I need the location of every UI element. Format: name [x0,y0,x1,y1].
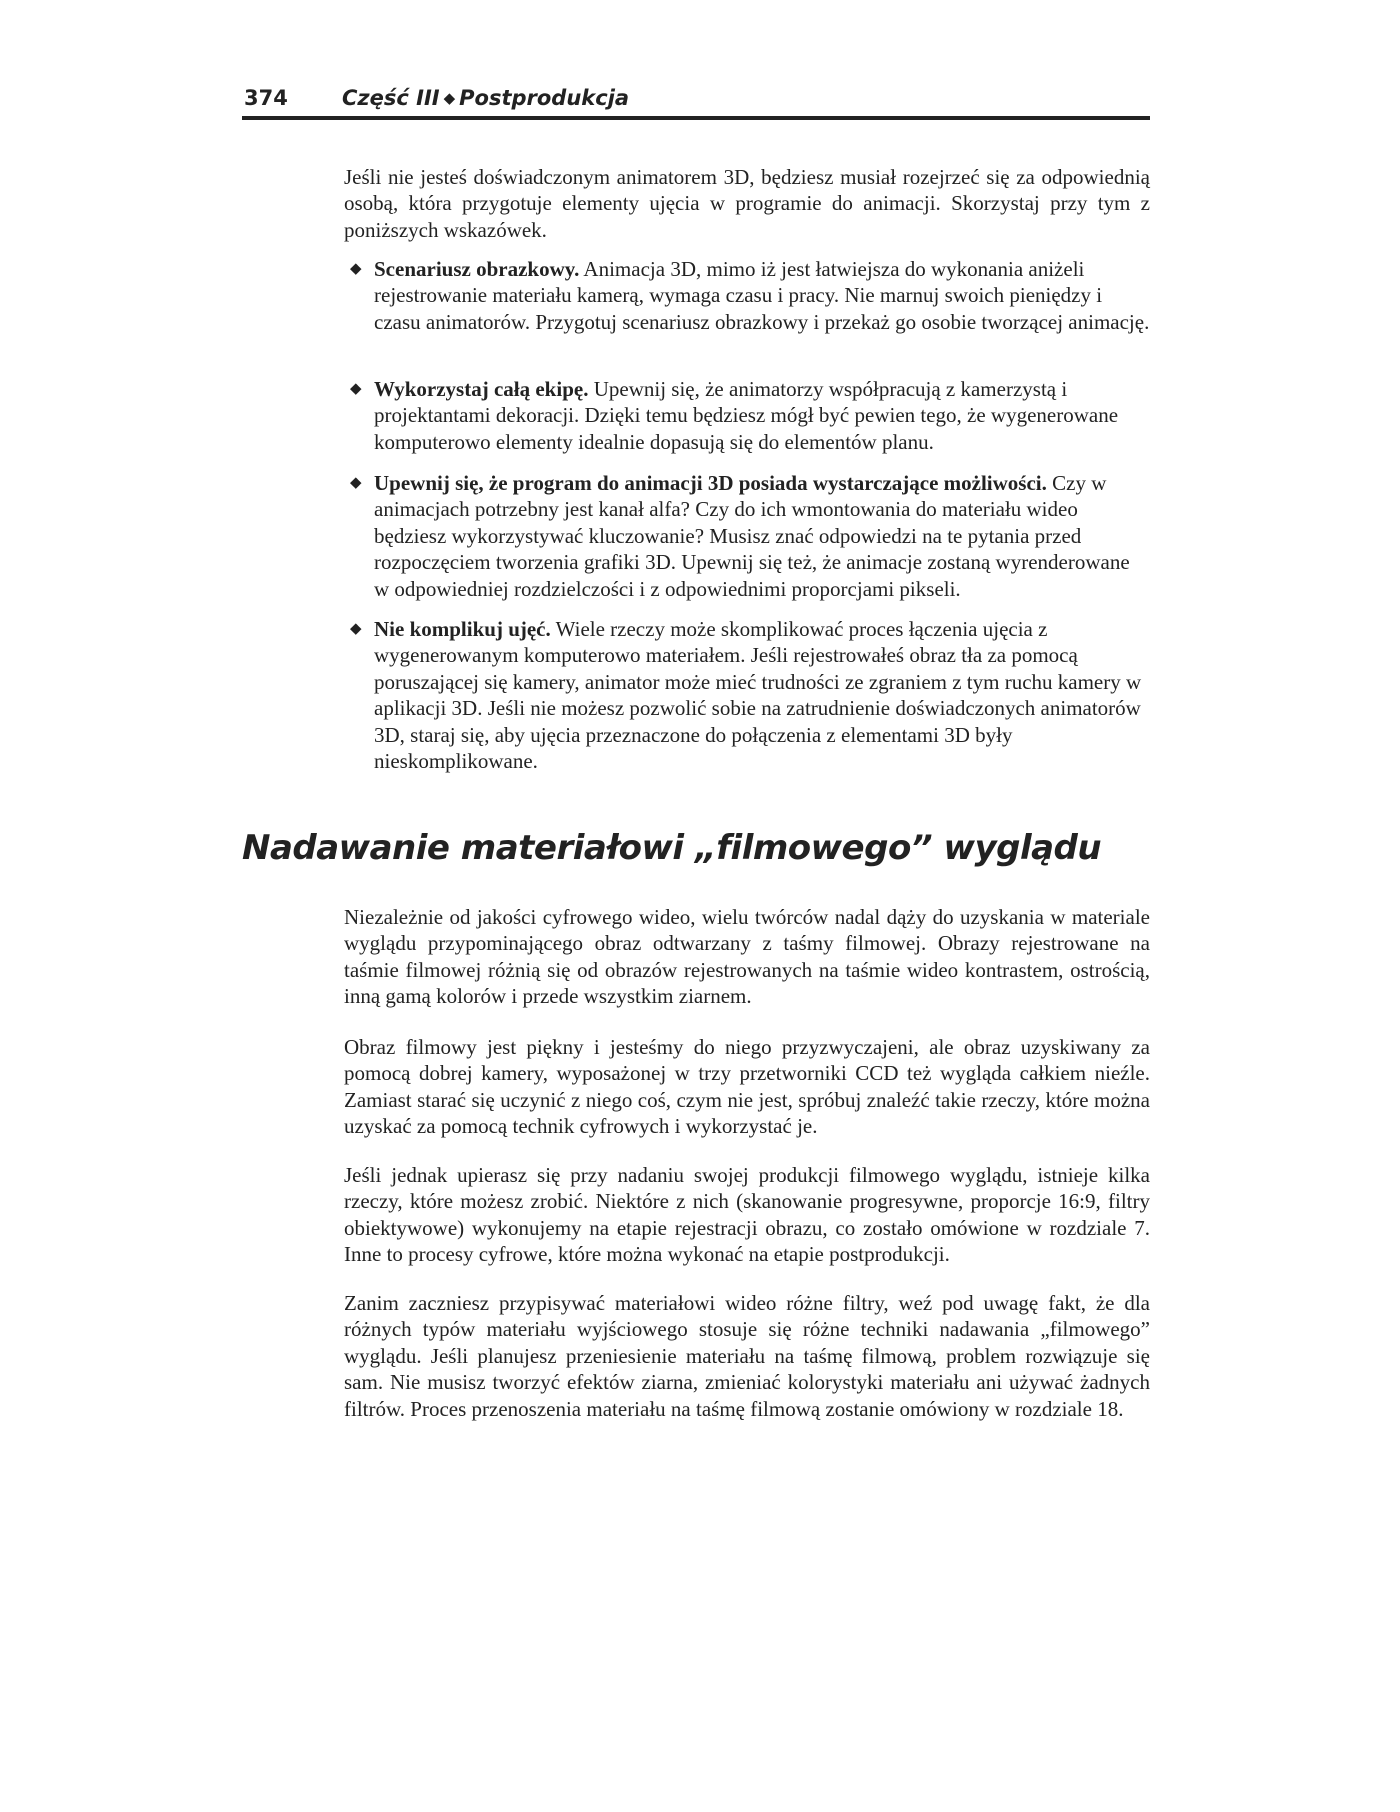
running-header [242,84,1150,118]
part-label: Część III [342,86,440,110]
section-label: Postprodukcja [459,86,630,110]
page-number: 374 [244,86,288,110]
section-paragraph: Obraz filmowy jest piękny i jesteśmy do niego przyzwyczajeni, ale obraz uzyskiwany za pomocą dobrej kamery, wyposażonej w trzy przetworniki CCD też wygląda całkiem nieźle. Zamiast starać się uczynić z niego coś, czym nie jest, spróbuj znaleźć takie rzeczy, które można uzyskać za pomocą technik cyfrowych i wykorzystać je. [344,1035,1150,1139]
bullet-content [374,376,1150,455]
diamond-separator-icon: ◆ [443,89,456,107]
bullet-content [374,470,1150,602]
bullet-lead: Scenariusz obrazkowy. [374,257,580,281]
bullet-diamond-icon: ◆ [350,381,362,397]
bullet-diamond-icon: ◆ [350,475,362,491]
bullet-diamond-icon: ◆ [350,621,362,637]
bullet-text: Wiele rzeczy może skomplikować proces łączenia ujęcia z wygenerowanym komputerowo materiałem. Jeśli rejestrowałeś obraz tła za pomocą poruszającej się kamery, animator może mieć trudności ze zgraniem z tym ruchu kamery w aplikacji 3D. Jeśli nie możesz pozwolić sobie na zatrudnienie doświadczonych animatorów 3D, staraj się, aby ujęcia przeznaczone do połączenia z elementami 3D były nieskomplikowane. [374,617,1142,774]
bullet-text: Czy w animacjach potrzebny jest kanał alfa? Czy do ich wmontowania do materiału wideo będziesz wykorzystywać kluczowanie? Musisz znać odpowiedzi na te pytania przed rozpoczęciem tworzenia grafiki 3D. Upewnij się też, że animacje zostaną wyrenderowane w odpowiedniej rozdzielczości i z odpowiednimi proporcjami pikseli. [374,471,1130,601]
header-rule [242,116,1150,120]
bullet-lead: Upewnij się, że program do animacji 3D posiada wystarczające możliwości. [374,471,1047,495]
bullet-content [374,256,1150,335]
section-paragraph: Zanim zaczniesz przypisywać materiałowi wideo różne filtry, weź pod uwagę fakt, że dla różnych typów materiału wyjściowego stosuje się różne techniki nadawania „filmowego” wyglądu. Jeśli planujesz przeniesienie materiału na taśmę filmową, problem rozwiązuje się sam. Nie musisz tworzyć efektów ziarna, zmieniać kolorystyki materiału ani używać żadnych filtrów. Proces przenoszenia materiału na taśmę filmową zostanie omówiony w rozdziale 18. [344,1291,1150,1421]
running-title [342,86,629,110]
intro-paragraph: Jeśli nie jesteś doświadczonym animatorem 3D, będziesz musiał rozejrzeć się za odpowiednią osobą, która przygotuje elementy ujęcia w programie do animacji. Skorzystaj przy tym z poniższych wskazówek. [344,165,1150,242]
bullet-text: Animacja 3D, mimo iż jest łatwiejsza do wykonania aniżeli rejestrowanie materiału kamerą, wymaga czasu i pracy. Nie marnuj swoich pieniędzy i czasu animatorów. Przygotuj scenariusz obrazkowy i przekaż go osobie tworzącej animację. [374,257,1150,334]
bullet-lead: Wykorzystaj całą ekipę. [374,377,589,401]
section-heading: Nadawanie materiałowi „filmowego” wyglądu [242,828,1102,868]
bullet-content [374,616,1150,774]
section-paragraph: Niezależnie od jakości cyfrowego wideo, wielu twórców nadal dąży do uzyskania w materiale wyglądu przypominającego obraz odtwarzany z taśmy filmowej. Obrazy rejestrowane na taśmie filmowej różnią się od obrazów rejestrowanych na taśmie wideo kontrastem, ostrością, inną gamą kolorów i przede wszystkim ziarnem. [344,905,1150,1009]
section-paragraph: Jeśli jednak upierasz się przy nadaniu swojej produkcji filmowego wyglądu, istnieje kilka rzeczy, które możesz zrobić. Niektóre z nich (skanowanie progresywne, proporcje 16:9, filtry obiektywowe) wykonujemy na etapie rejestracji obrazu, co zostało omówione w rozdziale 7. Inne to procesy cyfrowe, które można wykonać na etapie postprodukcji. [344,1163,1150,1267]
bullet-lead: Nie komplikuj ujęć. [374,617,551,641]
bullet-text: Upewnij się, że animatorzy współpracują z kamerzystą i projektantami dekoracji. Dzięki temu będziesz mógł być pewien tego, że wygenerowane komputerowo elementy idealnie dopasują się do elementów planu. [374,377,1119,454]
bullet-diamond-icon: ◆ [350,261,362,277]
